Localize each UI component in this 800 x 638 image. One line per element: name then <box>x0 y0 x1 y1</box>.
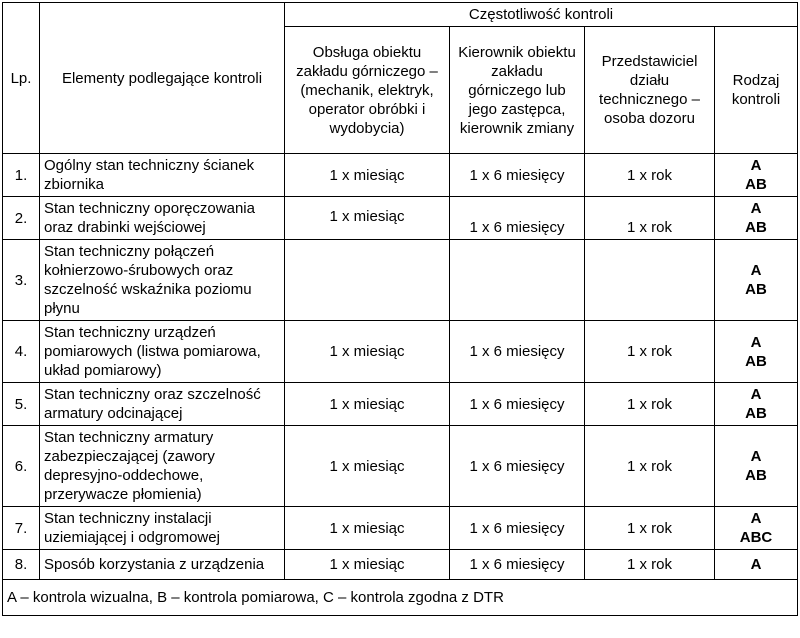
type-line-2: AB <box>745 467 767 484</box>
row-technical: 1 x rok <box>585 507 715 550</box>
row-element: Stan techniczny oporęczowania oraz drabinki wejściowej <box>40 197 285 240</box>
row-element: Stan techniczny instalacji uziemiającej i odgromowej <box>40 507 285 550</box>
row-manager: 1 x 6 miesięcy <box>450 507 585 550</box>
row-technical: 1 x rok <box>585 550 715 580</box>
type-line-1: A <box>750 157 762 174</box>
table-row <box>3 383 798 426</box>
row-manager: 1 x 6 miesięcy <box>450 197 585 240</box>
row-lp: 7. <box>3 507 40 550</box>
table-row <box>3 154 798 197</box>
type-line-1: A <box>750 448 762 465</box>
row-type <box>715 240 798 321</box>
row-element: Sposób korzystania z urządzenia <box>40 550 285 580</box>
row-lp: 5. <box>3 383 40 426</box>
table-row <box>3 240 798 321</box>
legend-row <box>3 580 798 616</box>
row-operator: 1 x miesiąc <box>285 321 450 383</box>
type-line-2: AB <box>745 281 767 298</box>
row-manager: 1 x 6 miesięcy <box>450 154 585 197</box>
table-row <box>3 426 798 507</box>
table-row <box>3 197 798 240</box>
row-technical: 1 x rok <box>585 321 715 383</box>
header-frequency: Częstotliwość kontroli <box>285 3 798 27</box>
legend: A – kontrola wizualna, B – kontrola pomiarowa, C – kontrola zgodna z DTR <box>3 580 798 616</box>
row-operator: 1 x miesiąc <box>285 197 450 240</box>
inspection-table <box>2 2 798 616</box>
type-line-2: ABC <box>739 529 773 546</box>
type-line-2: AB <box>745 219 767 236</box>
row-operator: 1 x miesiąc <box>285 507 450 550</box>
row-type <box>715 197 798 240</box>
row-lp: 8. <box>3 550 40 580</box>
row-technical <box>585 240 715 321</box>
row-type <box>715 154 798 197</box>
type-line-1: A <box>750 200 762 217</box>
table-row <box>3 507 798 550</box>
type-line-1: A <box>750 262 762 279</box>
row-technical: 1 x rok <box>585 154 715 197</box>
header-lp: Lp. <box>3 3 40 154</box>
type-line-1: A <box>750 386 762 403</box>
row-operator: 1 x miesiąc <box>285 154 450 197</box>
row-lp: 6. <box>3 426 40 507</box>
row-element: Stan techniczny urządzeń pomiarowych (listwa pomiarowa, układ pomiarowy) <box>40 321 285 383</box>
row-operator <box>285 240 450 321</box>
row-element: Ogólny stan techniczny ścianek zbiornika <box>40 154 285 197</box>
type-line-1: A <box>750 510 762 527</box>
type-line-2: AB <box>745 176 767 193</box>
row-lp: 1. <box>3 154 40 197</box>
row-manager <box>450 240 585 321</box>
header-elements: Elementy podlegające kontroli <box>40 3 285 154</box>
row-type <box>715 383 798 426</box>
row-type <box>715 426 798 507</box>
row-technical: 1 x rok <box>585 383 715 426</box>
type-line-1: A <box>750 556 762 573</box>
row-manager: 1 x 6 miesięcy <box>450 426 585 507</box>
row-lp: 2. <box>3 197 40 240</box>
header-operator: Obsługa obiektu zakładu górniczego – (mechanik, elektryk, operator obróbki i wydobycia) <box>285 27 450 154</box>
header-row-1 <box>3 3 798 27</box>
row-manager: 1 x 6 miesięcy <box>450 321 585 383</box>
header-type: Rodzaj kontroli <box>715 27 798 154</box>
row-technical: 1 x rok <box>585 197 715 240</box>
type-line-2: AB <box>745 352 767 370</box>
row-operator: 1 x miesiąc <box>285 550 450 580</box>
row-element: Stan techniczny armatury zabezpieczającej (zawory depresyjno-oddechowe, przerywacze płomienia) <box>40 426 285 507</box>
inspection-table-container <box>2 2 798 616</box>
header-technical: Przedstawiciel działu technicznego – osoba dozoru <box>585 27 715 154</box>
row-technical: 1 x rok <box>585 426 715 507</box>
row-lp: 4. <box>3 321 40 383</box>
row-manager: 1 x 6 miesięcy <box>450 550 585 580</box>
row-operator: 1 x miesiąc <box>285 426 450 507</box>
row-element: Stan techniczny oraz szczelność armatury odcinającej <box>40 383 285 426</box>
row-type <box>715 507 798 550</box>
row-type <box>715 321 798 383</box>
type-line-1: A <box>750 333 762 351</box>
row-manager: 1 x 6 miesięcy <box>450 383 585 426</box>
row-element: Stan techniczny połączeń kołnierzowo-śrubowych oraz szczelność wskaźnika poziomu płynu <box>40 240 285 321</box>
row-operator: 1 x miesiąc <box>285 383 450 426</box>
row-type <box>715 550 798 580</box>
table-row <box>3 550 798 580</box>
row-lp: 3. <box>3 240 40 321</box>
table-row <box>3 321 798 383</box>
type-line-2: AB <box>745 405 767 422</box>
header-manager: Kierownik obiektu zakładu górniczego lub jego zastępca, kierownik zmiany <box>450 27 585 154</box>
